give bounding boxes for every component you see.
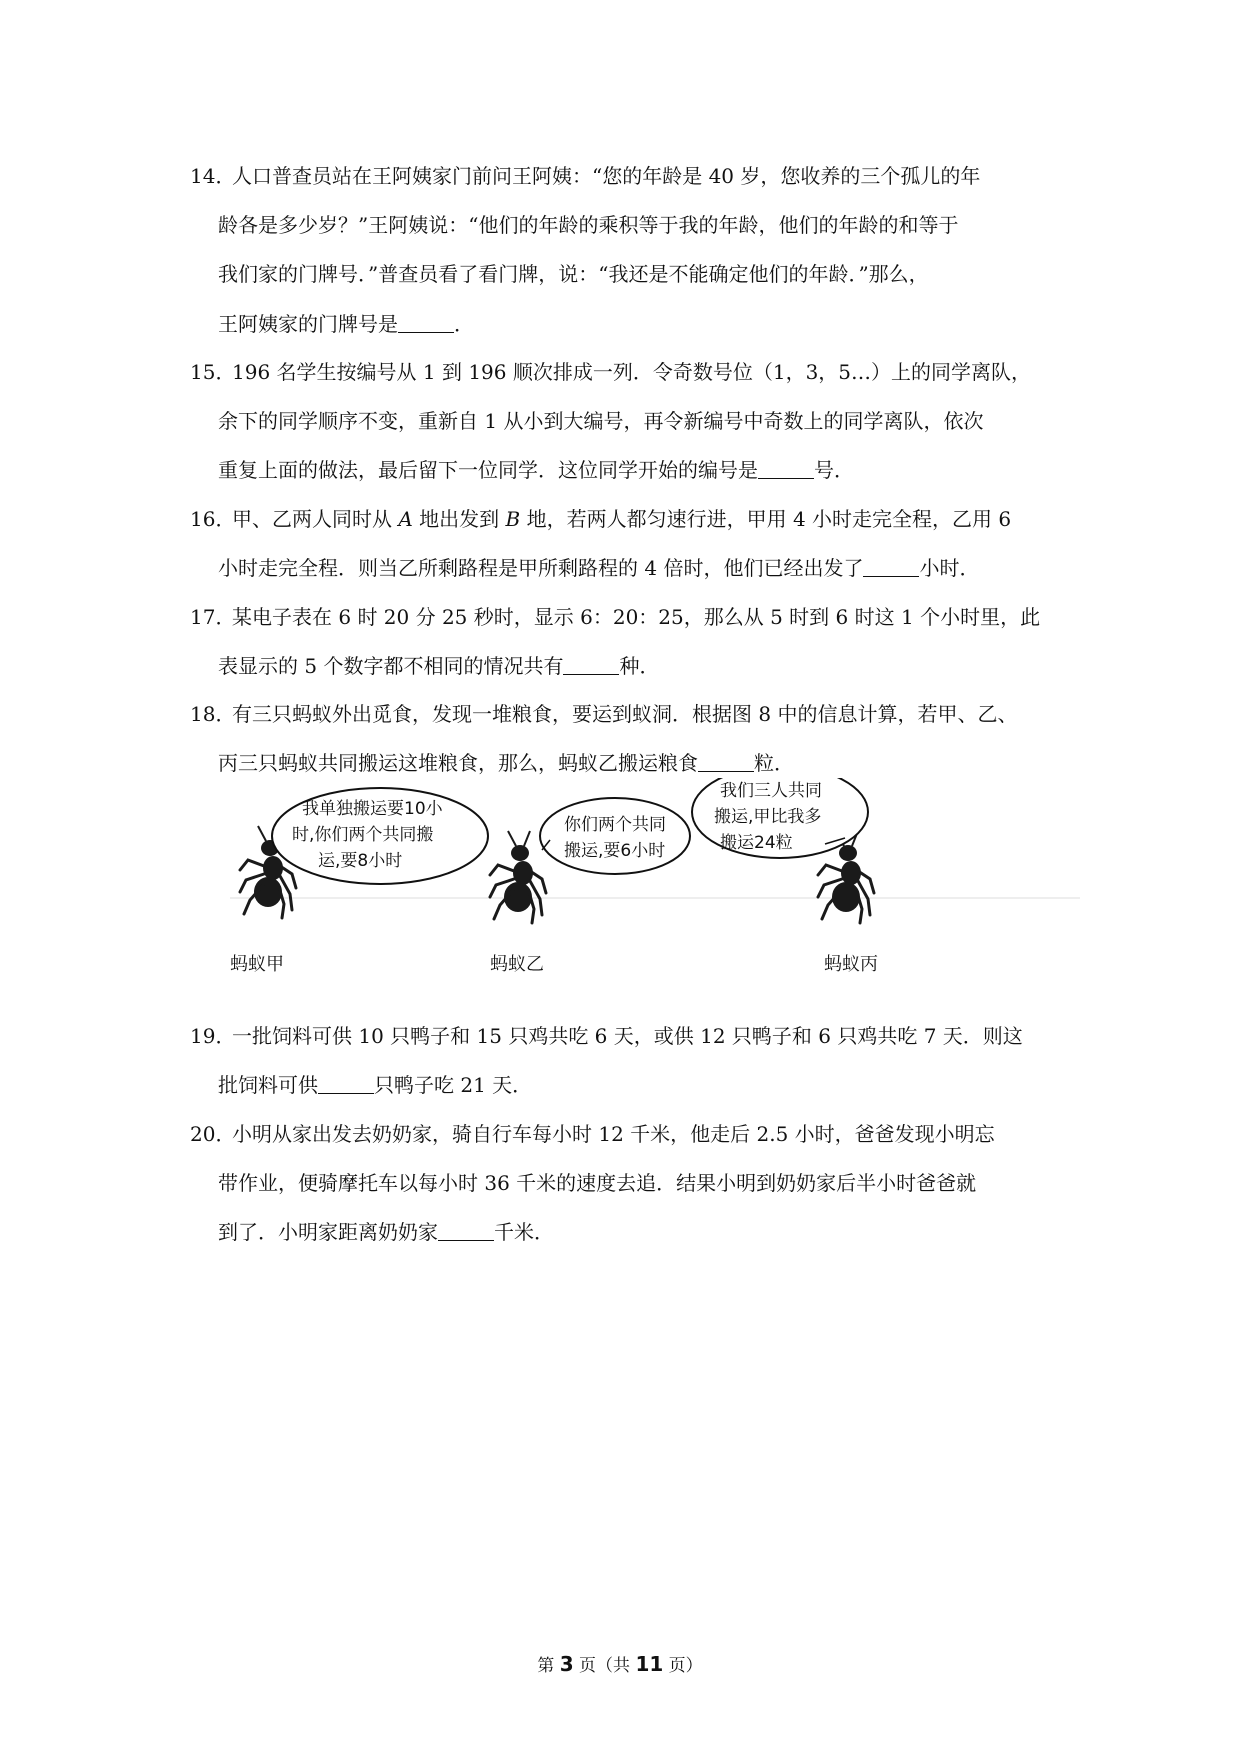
speech-jia-line-2: 时,你们两个共同搬 — [292, 825, 434, 845]
speech-jia-line-3: 运,要8小时 — [318, 851, 403, 871]
question-text: 到了．小明家距离奶奶家 — [218, 1220, 438, 1244]
ant-yi-icon — [490, 831, 546, 923]
speech-jia-line-1: 我单独搬运要10小 — [302, 799, 443, 819]
question-text-line: 196 名学生按编号从 1 到 196 顺次排成一列．令奇数号位（1，3，5…）上的同学离队， — [232, 360, 1032, 384]
question-text: 粒． — [754, 751, 794, 775]
answer-blank[interactable] — [863, 556, 919, 577]
speech-yi-line-2: 搬运,要6小时 — [564, 841, 666, 861]
answer-blank[interactable] — [318, 1073, 374, 1094]
question-text-line: 我们家的门牌号．”普查员看了看门牌，说：“我还是不能确定他们的年龄．”那么， — [218, 262, 929, 286]
question-text-line — [218, 310, 474, 338]
speech-bing-line-2: 搬运,甲比我多 — [714, 807, 822, 827]
question-text: ． — [454, 312, 474, 336]
variable-b: B — [505, 507, 521, 531]
footer-total-pages: 11 — [635, 1652, 664, 1676]
question-text-line: 有三只蚂蚁外出觅食，发现一堆粮食，要运到蚁洞．根据图 8 中的信息计算，若甲、乙、 — [232, 702, 1018, 726]
question-number: 15． — [190, 360, 236, 384]
question-text: 号． — [814, 458, 854, 482]
question-text: 地，若两人都匀速行进，甲用 4 小时走完全程，乙用 6 — [520, 507, 1012, 531]
label-ant-bing: 蚂蚁丙 — [824, 954, 878, 975]
question-text-line: 一批饲料可供 10 只鸭子和 15 只鸡共吃 6 天，或供 12 只鸭子和 6 只鸡共吃 7 天．则这 — [232, 1024, 1023, 1048]
question-text-line: 某电子表在 6 时 20 分 25 秒时，显示 6：20：25，那么从 5 时到 6 时这 1 个小时里，此 — [232, 605, 1041, 629]
question-number: 17． — [190, 605, 236, 629]
question-text-line — [218, 1218, 554, 1246]
question-text-line — [218, 1071, 532, 1099]
question-text: 地出发到 — [412, 507, 506, 531]
answer-blank[interactable] — [563, 654, 619, 675]
question-number: 18． — [190, 702, 236, 726]
question-number: 14． — [190, 164, 236, 188]
question-text-line — [218, 456, 854, 484]
speech-bing-line-3: 搬运24粒 — [720, 833, 793, 853]
question-text: 丙三只蚂蚁共同搬运这堆粮食，那么，蚂蚁乙搬运粮食 — [218, 751, 698, 775]
question-text-line — [218, 749, 794, 777]
question-text-line — [218, 652, 659, 680]
question-text-line: 小明从家出发去奶奶家，骑自行车每小时 12 千米，他走后 2.5 小时，爸爸发现小明忘 — [232, 1122, 995, 1146]
question-number: 20． — [190, 1122, 236, 1146]
question-number: 16． — [190, 507, 236, 531]
question-text: 甲、乙两人同时从 — [232, 507, 399, 531]
question-text: 小时． — [919, 556, 980, 580]
label-ant-yi: 蚂蚁乙 — [490, 954, 544, 975]
question-text-line — [232, 505, 1011, 533]
answer-blank[interactable] — [758, 458, 814, 479]
answer-blank[interactable] — [698, 751, 754, 772]
question-text: 只鸭子吃 21 天． — [374, 1073, 533, 1097]
question-text-line: 带作业，便骑摩托车以每小时 36 千米的速度去追．结果小明到奶奶家后半小时爸爸就 — [218, 1171, 977, 1195]
question-text: 千米． — [494, 1220, 554, 1244]
answer-blank[interactable] — [398, 312, 454, 333]
answer-blank[interactable] — [438, 1220, 494, 1241]
speech-yi-line-1: 你们两个共同 — [564, 815, 666, 835]
question-text: 种． — [619, 654, 660, 678]
ants-figure — [220, 778, 1100, 988]
footer-middle: 页（共 — [573, 1656, 636, 1676]
question-text: 王阿姨家的门牌号是 — [218, 312, 398, 336]
label-ant-jia: 蚂蚁甲 — [230, 954, 284, 975]
footer-page-number: 3 — [559, 1652, 574, 1676]
footer-prefix: 第 — [537, 1656, 560, 1676]
speech-bubble-yi — [540, 798, 690, 874]
page-footer — [0, 1651, 1240, 1676]
speech-bing-line-1: 我们三人共同 — [720, 781, 822, 801]
question-text: 表显示的 5 个数字都不相同的情况共有 — [218, 654, 564, 678]
question-text: 批饲料可供 — [218, 1073, 318, 1097]
question-text: 重复上面的做法，最后留下一位同学．这位同学开始的编号是 — [218, 458, 758, 482]
question-number: 19． — [190, 1024, 236, 1048]
question-text-line — [218, 554, 979, 582]
question-text-line: 龄各是多少岁？”王阿姨说：“他们的年龄的乘积等于我的年龄，他们的年龄的和等于 — [218, 213, 959, 237]
question-text: 小时走完全程．则当乙所剩路程是甲所剩路程的 4 倍时，他们已经出发了 — [218, 556, 864, 580]
question-text-line: 余下的同学顺序不变，重新自 1 从小到大编号，再令新编号中奇数上的同学离队，依次 — [218, 409, 984, 433]
variable-a: A — [398, 507, 413, 531]
footer-suffix: 页） — [663, 1656, 703, 1676]
question-text-line: 人口普查员站在王阿姨家门前问王阿姨：“您的年龄是 40 岁，您收养的三个孤儿的年 — [232, 164, 981, 188]
